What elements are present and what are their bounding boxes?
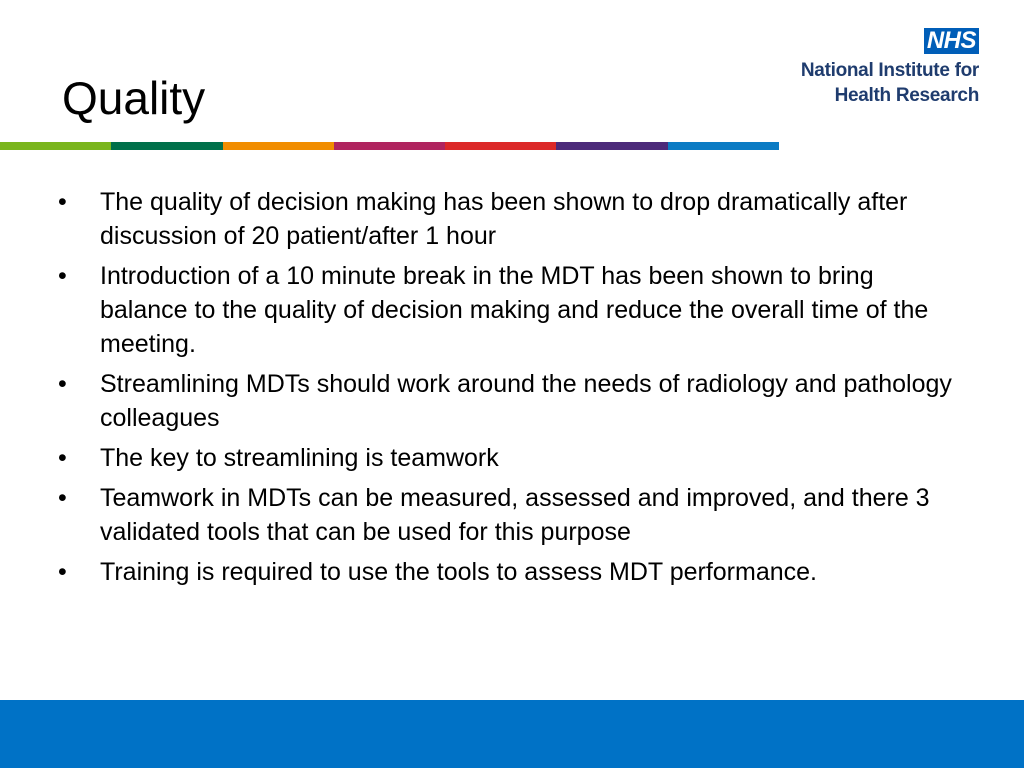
bullet-dot: • bbox=[58, 558, 67, 586]
accent-color-bar bbox=[0, 142, 779, 150]
bullet-text: Introduction of a 10 minute break in the MDT has been shown to bring balance to the quality of decision making and reduce the overall time of the meeting. bbox=[100, 262, 929, 358]
nihr-logo bbox=[719, 28, 979, 108]
color-segment bbox=[334, 142, 445, 150]
list-item bbox=[58, 185, 968, 253]
color-segment bbox=[445, 142, 556, 150]
slide-title: Quality bbox=[62, 72, 206, 124]
color-segment bbox=[223, 142, 334, 150]
list-item bbox=[58, 481, 968, 549]
bullet-text: Teamwork in MDTs can be measured, assessed and improved, and there 3 validated tools that can be used for this purpose bbox=[100, 484, 930, 546]
bullet-text: Streamlining MDTs should work around the needs of radiology and pathology colleagues bbox=[100, 370, 952, 432]
color-segment bbox=[668, 142, 779, 150]
bullet-text: Training is required to use the tools to assess MDT performance. bbox=[100, 558, 817, 586]
color-segment bbox=[556, 142, 667, 150]
bullet-dot: • bbox=[58, 484, 67, 512]
nhs-badge: NHS bbox=[924, 28, 979, 54]
logo-line-2: Health Research bbox=[834, 85, 979, 106]
bullet-dot: • bbox=[58, 188, 67, 216]
footer-band bbox=[0, 700, 1024, 768]
bullet-text: The quality of decision making has been shown to drop dramatically after discussion of 20 patient/after 1 hour bbox=[100, 188, 908, 250]
list-item bbox=[58, 555, 968, 589]
bullet-list bbox=[58, 185, 968, 595]
color-segment bbox=[0, 142, 111, 150]
list-item bbox=[58, 367, 968, 435]
bullet-text: The key to streamlining is teamwork bbox=[100, 444, 499, 472]
list-item bbox=[58, 441, 968, 475]
color-segment bbox=[111, 142, 222, 150]
bullet-dot: • bbox=[58, 262, 67, 290]
list-item bbox=[58, 259, 968, 361]
bullet-dot: • bbox=[58, 370, 67, 398]
logo-line-1: National Institute for bbox=[800, 60, 979, 81]
bullet-dot: • bbox=[58, 444, 67, 472]
